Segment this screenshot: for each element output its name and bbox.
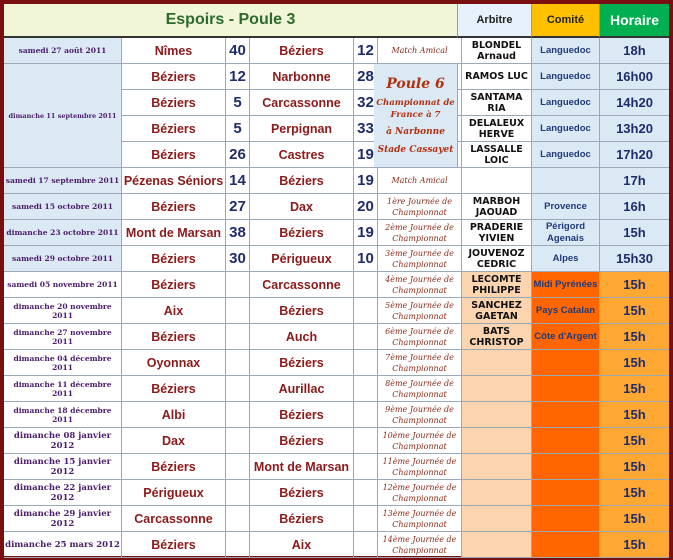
away-score-cell[interactable] xyxy=(354,272,378,298)
away-team-cell[interactable]: Béziers xyxy=(250,428,354,454)
away-team-cell[interactable]: Mont de Marsan xyxy=(250,454,354,480)
horaire-cell[interactable]: 15h xyxy=(600,272,669,298)
horaire-cell[interactable]: 16h00 xyxy=(600,64,669,90)
table-row xyxy=(4,220,669,246)
note-cell[interactable]: 11ème Journée de Championnat xyxy=(378,454,462,480)
arbitre-cell[interactable] xyxy=(462,532,532,558)
comite-cell[interactable]: Alpes xyxy=(532,246,600,272)
note-cell[interactable]: 3ème Journée de Championnat xyxy=(378,246,462,272)
date-cell[interactable]: dimanche 11 décembre 2011 xyxy=(4,376,122,402)
home-score-cell[interactable]: 5 xyxy=(226,90,250,116)
home-score-cell[interactable]: 40 xyxy=(226,38,250,64)
home-team-cell[interactable]: Béziers xyxy=(122,90,226,116)
away-score-cell[interactable]: 32 xyxy=(354,90,378,116)
home-score-cell[interactable] xyxy=(226,272,250,298)
home-team-cell[interactable]: Béziers xyxy=(122,324,226,350)
comite-cell[interactable] xyxy=(532,428,600,454)
comite-cell[interactable] xyxy=(532,454,600,480)
table-row xyxy=(4,324,669,350)
table-row xyxy=(4,298,669,324)
note-cell[interactable]: 10ème Journée de Championnat xyxy=(378,428,462,454)
away-team-cell[interactable]: Castres xyxy=(250,142,354,168)
comite-cell[interactable]: Périgord Agenais xyxy=(532,220,600,246)
horaire-cell[interactable]: 15h xyxy=(600,324,669,350)
date-cell[interactable]: dimanche 25 mars 2012 xyxy=(4,532,122,558)
away-team-cell[interactable]: Narbonne xyxy=(250,64,354,90)
note-cell[interactable]: 2ème Journée de Championnat xyxy=(378,220,462,246)
away-score-cell[interactable] xyxy=(354,506,378,532)
note-cell[interactable]: 7ème Journée de Championnat xyxy=(378,350,462,376)
away-score-cell[interactable]: 19 xyxy=(354,142,378,168)
home-score-cell[interactable]: 30 xyxy=(226,246,250,272)
comite-cell[interactable]: Languedoc xyxy=(532,38,600,64)
home-score-cell[interactable] xyxy=(226,298,250,324)
arbitre-cell[interactable] xyxy=(462,506,532,532)
table-row xyxy=(4,376,669,402)
arbitre-cell[interactable]: DELALEUX HERVE xyxy=(462,116,532,142)
away-score-cell[interactable] xyxy=(354,402,378,428)
away-score-cell[interactable]: 20 xyxy=(354,194,378,220)
arbitre-cell[interactable]: JOUVENOZ CEDRIC xyxy=(462,246,532,272)
horaire-cell[interactable]: 15h xyxy=(600,532,669,558)
arbitre-cell[interactable] xyxy=(462,376,532,402)
arbitre-cell[interactable]: MARBOH JAOUAD xyxy=(462,194,532,220)
note-cell[interactable]: 12ème Journée de Championnat xyxy=(378,480,462,506)
comite-cell[interactable] xyxy=(532,506,600,532)
arbitre-cell[interactable] xyxy=(462,454,532,480)
date-cell[interactable]: dimanche 22 janvier 2012 xyxy=(4,480,122,506)
date-cell[interactable]: dimanche 27 novembre 2011 xyxy=(4,324,122,350)
horaire-cell[interactable]: 16h xyxy=(600,194,669,220)
horaire-cell[interactable]: 17h xyxy=(600,168,669,194)
table-row xyxy=(4,38,669,64)
note-cell[interactable]: 8ème Journée de Championnat xyxy=(378,376,462,402)
note-cell[interactable]: Match Amical xyxy=(378,38,462,64)
date-cell[interactable]: samedi 17 septembre 2011 xyxy=(4,168,122,194)
home-team-cell[interactable]: Carcassonne xyxy=(122,506,226,532)
horaire-cell[interactable]: 15h xyxy=(600,428,669,454)
home-score-cell[interactable] xyxy=(226,350,250,376)
away-score-cell[interactable] xyxy=(354,532,378,558)
date-cell[interactable]: dimanche 04 décembre 2011 xyxy=(4,350,122,376)
away-score-cell[interactable] xyxy=(354,428,378,454)
comite-cell[interactable] xyxy=(532,532,600,558)
home-team-cell[interactable]: Béziers xyxy=(122,454,226,480)
away-score-cell[interactable] xyxy=(354,298,378,324)
away-score-cell[interactable] xyxy=(354,480,378,506)
header-horaire: Horaire xyxy=(600,4,669,38)
horaire-cell[interactable]: 15h xyxy=(600,350,669,376)
home-team-cell[interactable]: Béziers xyxy=(122,246,226,272)
table-row xyxy=(4,454,669,480)
note-cell[interactable]: 6ème Journée de Championnat xyxy=(378,324,462,350)
home-team-cell[interactable]: Pézenas Séniors xyxy=(122,168,226,194)
away-team-cell[interactable]: Béziers xyxy=(250,480,354,506)
horaire-cell[interactable]: 14h20 xyxy=(600,90,669,116)
away-team-cell[interactable]: Béziers xyxy=(250,168,354,194)
arbitre-cell[interactable] xyxy=(462,402,532,428)
home-score-cell[interactable] xyxy=(226,454,250,480)
note-cell[interactable]: 9ème Journée de Championnat xyxy=(378,402,462,428)
home-team-cell[interactable]: Périgueux xyxy=(122,480,226,506)
home-score-cell[interactable]: 27 xyxy=(226,194,250,220)
note-cell[interactable]: 5ème Journée de Championnat xyxy=(378,298,462,324)
away-team-cell[interactable]: Béziers xyxy=(250,402,354,428)
poule6-title: Poule 6 xyxy=(386,75,445,92)
table-row xyxy=(4,350,669,376)
away-team-cell[interactable]: Dax xyxy=(250,194,354,220)
home-score-cell[interactable]: 5 xyxy=(226,116,250,142)
horaire-cell[interactable]: 15h xyxy=(600,220,669,246)
poule6-place: à Narbonne xyxy=(386,126,445,137)
arbitre-cell[interactable] xyxy=(462,428,532,454)
date-cell[interactable]: dimanche 15 janvier 2012 xyxy=(4,454,122,480)
date-cell[interactable]: dimanche 20 novembre 2011 xyxy=(4,298,122,324)
arbitre-cell[interactable]: LECOMTE PHILIPPE xyxy=(462,272,532,298)
arbitre-cell[interactable]: SANCHEZ GAETAN xyxy=(462,298,532,324)
comite-cell[interactable] xyxy=(532,480,600,506)
table-row xyxy=(4,532,669,558)
home-team-cell[interactable]: Béziers xyxy=(122,194,226,220)
table-row xyxy=(4,246,669,272)
home-score-cell[interactable] xyxy=(226,402,250,428)
home-team-cell[interactable]: Aix xyxy=(122,298,226,324)
date-cell[interactable]: dimanche 29 janvier 2012 xyxy=(4,506,122,532)
away-team-cell[interactable]: Béziers xyxy=(250,38,354,64)
home-team-cell[interactable]: Béziers xyxy=(122,376,226,402)
home-team-cell[interactable]: Béziers xyxy=(122,142,226,168)
table-row xyxy=(4,272,669,298)
home-team-cell[interactable]: Béziers xyxy=(122,532,226,558)
horaire-cell[interactable]: 17h20 xyxy=(600,142,669,168)
away-team-cell[interactable]: Béziers xyxy=(250,298,354,324)
arbitre-cell[interactable]: SANTAMA RIA xyxy=(462,90,532,116)
away-team-cell[interactable]: Auch xyxy=(250,324,354,350)
poule6-stade: Stade Cassayet xyxy=(377,144,454,155)
home-team-cell[interactable]: Béziers xyxy=(122,64,226,90)
away-team-cell[interactable]: Béziers xyxy=(250,506,354,532)
comite-cell[interactable]: Midi Pyrénées xyxy=(532,272,600,298)
comite-cell[interactable] xyxy=(532,168,600,194)
home-score-cell[interactable] xyxy=(226,324,250,350)
away-team-cell[interactable]: Béziers xyxy=(250,220,354,246)
away-score-cell[interactable] xyxy=(354,350,378,376)
horaire-cell[interactable]: 15h xyxy=(600,480,669,506)
table-row xyxy=(4,168,669,194)
comite-cell[interactable]: Languedoc xyxy=(532,116,600,142)
comite-cell[interactable]: Pays Catalan xyxy=(532,298,600,324)
home-score-cell[interactable] xyxy=(226,532,250,558)
away-score-cell[interactable]: 19 xyxy=(354,220,378,246)
away-team-cell[interactable]: Perpignan xyxy=(250,116,354,142)
horaire-cell[interactable]: 15h30 xyxy=(600,246,669,272)
away-score-cell[interactable]: 19 xyxy=(354,168,378,194)
horaire-cell[interactable]: 13h20 xyxy=(600,116,669,142)
note-cell[interactable]: 1ère Journée de Championnat xyxy=(378,194,462,220)
home-team-cell[interactable]: Nîmes xyxy=(122,38,226,64)
arbitre-cell[interactable] xyxy=(462,480,532,506)
home-score-cell[interactable]: 14 xyxy=(226,168,250,194)
home-team-cell[interactable]: Béziers xyxy=(122,116,226,142)
merged-date-cell[interactable] xyxy=(4,64,122,168)
merged-date-text: dimanche 11 septembre 2011 xyxy=(8,111,117,120)
comite-cell[interactable]: Languedoc xyxy=(532,64,600,90)
away-score-cell[interactable]: 28 xyxy=(354,64,378,90)
table-row xyxy=(4,428,669,454)
poule6-subtitle: Championnat de France à 7 xyxy=(376,97,455,120)
away-score-cell[interactable]: 12 xyxy=(354,38,378,64)
date-cell[interactable]: dimanche 08 janvier 2012 xyxy=(4,428,122,454)
away-team-cell[interactable]: Aix xyxy=(250,532,354,558)
comite-cell[interactable] xyxy=(532,376,600,402)
date-cell[interactable]: samedi 15 octobre 2011 xyxy=(4,194,122,220)
date-cell[interactable]: dimanche 18 décembre 2011 xyxy=(4,402,122,428)
date-cell[interactable]: dimanche 23 octobre 2011 xyxy=(4,220,122,246)
away-score-cell[interactable] xyxy=(354,454,378,480)
home-team-cell[interactable]: Mont de Marsan xyxy=(122,220,226,246)
table-row xyxy=(4,402,669,428)
comite-cell[interactable] xyxy=(532,402,600,428)
home-score-cell[interactable]: 26 xyxy=(226,142,250,168)
table-row xyxy=(4,506,669,532)
arbitre-cell[interactable] xyxy=(462,350,532,376)
home-score-cell[interactable]: 12 xyxy=(226,64,250,90)
comite-cell[interactable]: Côte d'Argent xyxy=(532,324,600,350)
horaire-cell[interactable]: 15h xyxy=(600,506,669,532)
away-team-cell[interactable]: Aurillac xyxy=(250,376,354,402)
table-row xyxy=(4,194,669,220)
home-team-cell[interactable]: Béziers xyxy=(122,272,226,298)
horaire-cell[interactable]: 15h xyxy=(600,298,669,324)
away-score-cell[interactable]: 10 xyxy=(354,246,378,272)
note-cell[interactable]: 4ème Journée de Championnat xyxy=(378,272,462,298)
comite-cell[interactable]: Languedoc xyxy=(532,142,600,168)
home-team-cell[interactable]: Oyonnax xyxy=(122,350,226,376)
table-row xyxy=(4,480,669,506)
header-comite: Comité xyxy=(532,4,600,38)
arbitre-cell[interactable]: LASSALLE LOIC xyxy=(462,142,532,168)
home-score-cell[interactable]: 38 xyxy=(226,220,250,246)
away-team-cell[interactable]: Béziers xyxy=(250,350,354,376)
home-score-cell[interactable] xyxy=(226,376,250,402)
horaire-cell[interactable]: 15h xyxy=(600,376,669,402)
arbitre-cell[interactable]: PRADERIE YIVIEN xyxy=(462,220,532,246)
note-cell[interactable]: 14ème Journée de Championnat xyxy=(378,532,462,558)
horaire-cell[interactable]: 18h xyxy=(600,38,669,64)
comite-cell[interactable] xyxy=(532,350,600,376)
home-team-cell[interactable]: Dax xyxy=(122,428,226,454)
away-score-cell[interactable]: 33 xyxy=(354,116,378,142)
note-cell[interactable]: Match Amical xyxy=(378,168,462,194)
away-score-cell[interactable] xyxy=(354,324,378,350)
arbitre-cell[interactable]: BLONDEL Arnaud xyxy=(462,38,532,64)
home-team-cell[interactable]: Albi xyxy=(122,402,226,428)
poule6-cell[interactable] xyxy=(374,64,458,168)
horaire-cell[interactable]: 15h xyxy=(600,402,669,428)
comite-cell[interactable]: Languedoc xyxy=(532,90,600,116)
away-team-cell[interactable]: Périgueux xyxy=(250,246,354,272)
note-cell[interactable]: 13ème Journée de Championnat xyxy=(378,506,462,532)
arbitre-cell[interactable] xyxy=(462,168,532,194)
home-score-cell[interactable] xyxy=(226,428,250,454)
home-score-cell[interactable] xyxy=(226,506,250,532)
header-arbitre: Arbitre xyxy=(458,4,532,38)
away-score-cell[interactable] xyxy=(354,376,378,402)
sheet-title: Espoirs - Poule 3 xyxy=(4,4,458,38)
horaire-cell[interactable]: 15h xyxy=(600,454,669,480)
away-team-cell[interactable]: Carcassonne xyxy=(250,272,354,298)
arbitre-cell[interactable]: RAMOS LUC xyxy=(462,64,532,90)
date-cell[interactable]: samedi 27 août 2011 xyxy=(4,38,122,64)
comite-cell[interactable]: Provence xyxy=(532,194,600,220)
away-team-cell[interactable]: Carcassonne xyxy=(250,90,354,116)
date-cell[interactable]: samedi 29 octobre 2011 xyxy=(4,246,122,272)
arbitre-cell[interactable]: BATS CHRISTOP xyxy=(462,324,532,350)
date-cell[interactable]: samedi 05 novembre 2011 xyxy=(4,272,122,298)
home-score-cell[interactable] xyxy=(226,480,250,506)
